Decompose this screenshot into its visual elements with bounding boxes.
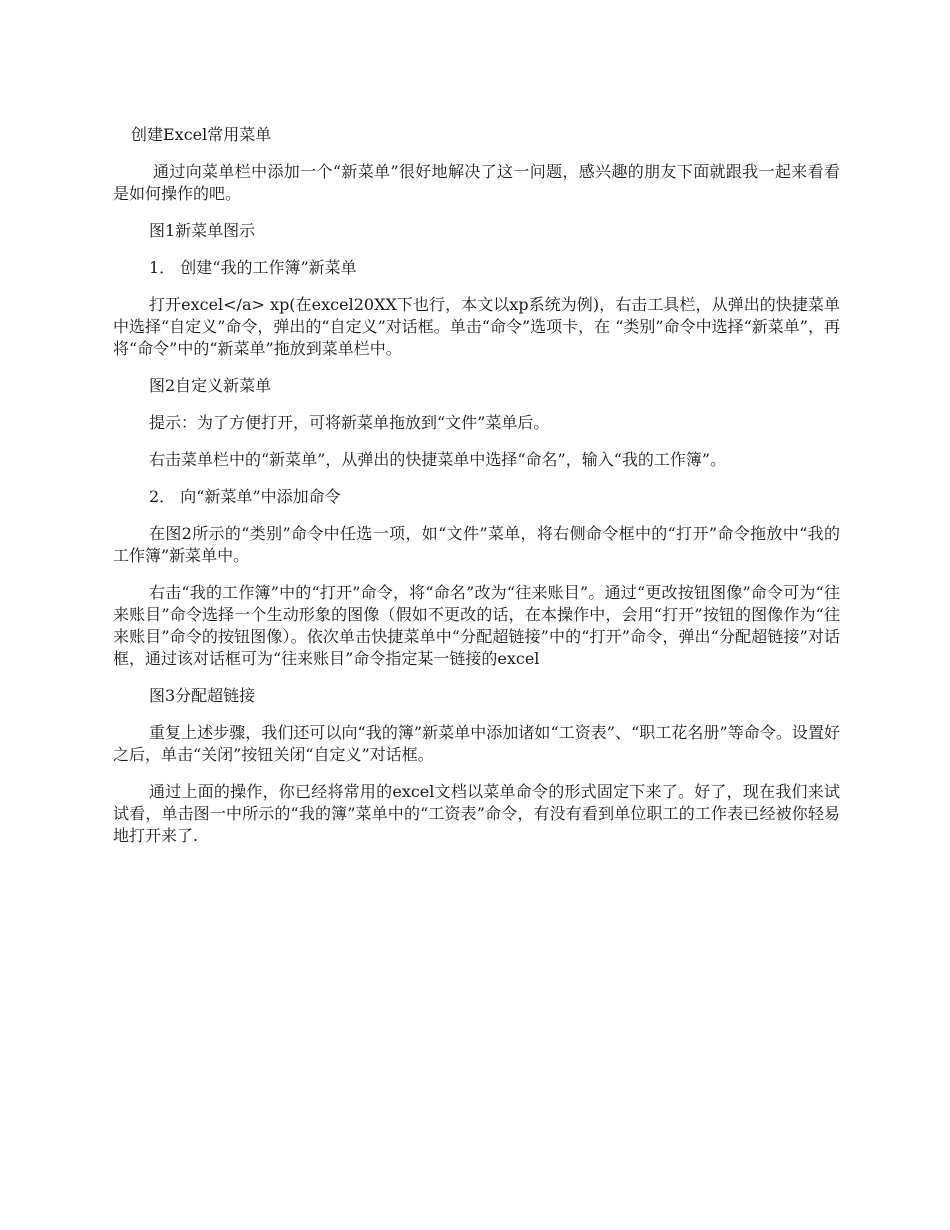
rename-paragraph: 右击菜单栏中的“新菜单”，从弹出的快捷菜单中选择“命名”，输入“我的工作簿”。 [149, 450, 727, 469]
hyperlink-paragraph: 右击“我的工作簿”中的“打开”命令，将“命名”改为“往来账目”。通过“更改按钮图像”命令可为“往来账目”命令选择一个生动形象的图像（假如不更改的话，在本操作中，会用“打开”按钮的图像作为“往来账目”命令的按钮图像）。依次单击快捷菜单中“分配超链接”中的“打开”命令，弹出“分配超链接”对话框，通过该对话框可为“往来账目”命令指定某一链接的excel [113, 583, 840, 668]
figure-2-caption: 图2自定义新菜单 [149, 376, 272, 395]
step-1-paragraph: 打开excel</a> xp(在excel20XX下也行，本文以xp系统为例)，右击工具栏，从弹出的快捷菜单中选择“自定义”命令，弹出的“自定义”对话框。单击“命令”选项卡，在 “类别”命令中选择“新菜单”，再将“命令”中的“新菜单”拖放到菜单栏中。 [113, 295, 840, 358]
document-page [113, 122, 840, 862]
step-2-heading: 2． 向“新菜单”中添加命令 [149, 487, 341, 506]
figure-3-caption: 图3分配超链接 [149, 686, 256, 705]
intro-paragraph: 通过向菜单栏中添加一个“新菜单”很好地解决了这一问题，感兴趣的朋友下面就跟我一起来看看是如何操作的吧。 [113, 162, 840, 203]
step-2-paragraph: 在图2所示的“类别”命令中任选一项，如“文件”菜单，将右侧命令框中的“打开”命令拖放中“我的工作簿”新菜单中。 [113, 524, 840, 565]
document-title: 创建Excel常用菜单 [131, 125, 272, 144]
step-1-heading: 1． 创建“我的工作簿”新菜单 [149, 258, 357, 277]
conclusion-paragraph: 通过上面的操作，你已经将常用的excel文档以菜单命令的形式固定下来了。好了，现在我们来试试看，单击图一中所示的“我的簿”菜单中的“工资表”命令，有没有看到单位职工的工作表已经被你轻易地打开来了. [113, 782, 840, 845]
repeat-paragraph: 重复上述步骤，我们还可以向“我的簿”新菜单中添加诸如“工资表”、“职工花名册”等命令。设置好之后，单击“关闭”按钮关闭“自定义”对话框。 [113, 723, 840, 764]
figure-1-caption: 图1新菜单图示 [149, 221, 256, 240]
tip-paragraph: 提示：为了方便打开，可将新菜单拖放到“文件”菜单后。 [149, 413, 550, 432]
